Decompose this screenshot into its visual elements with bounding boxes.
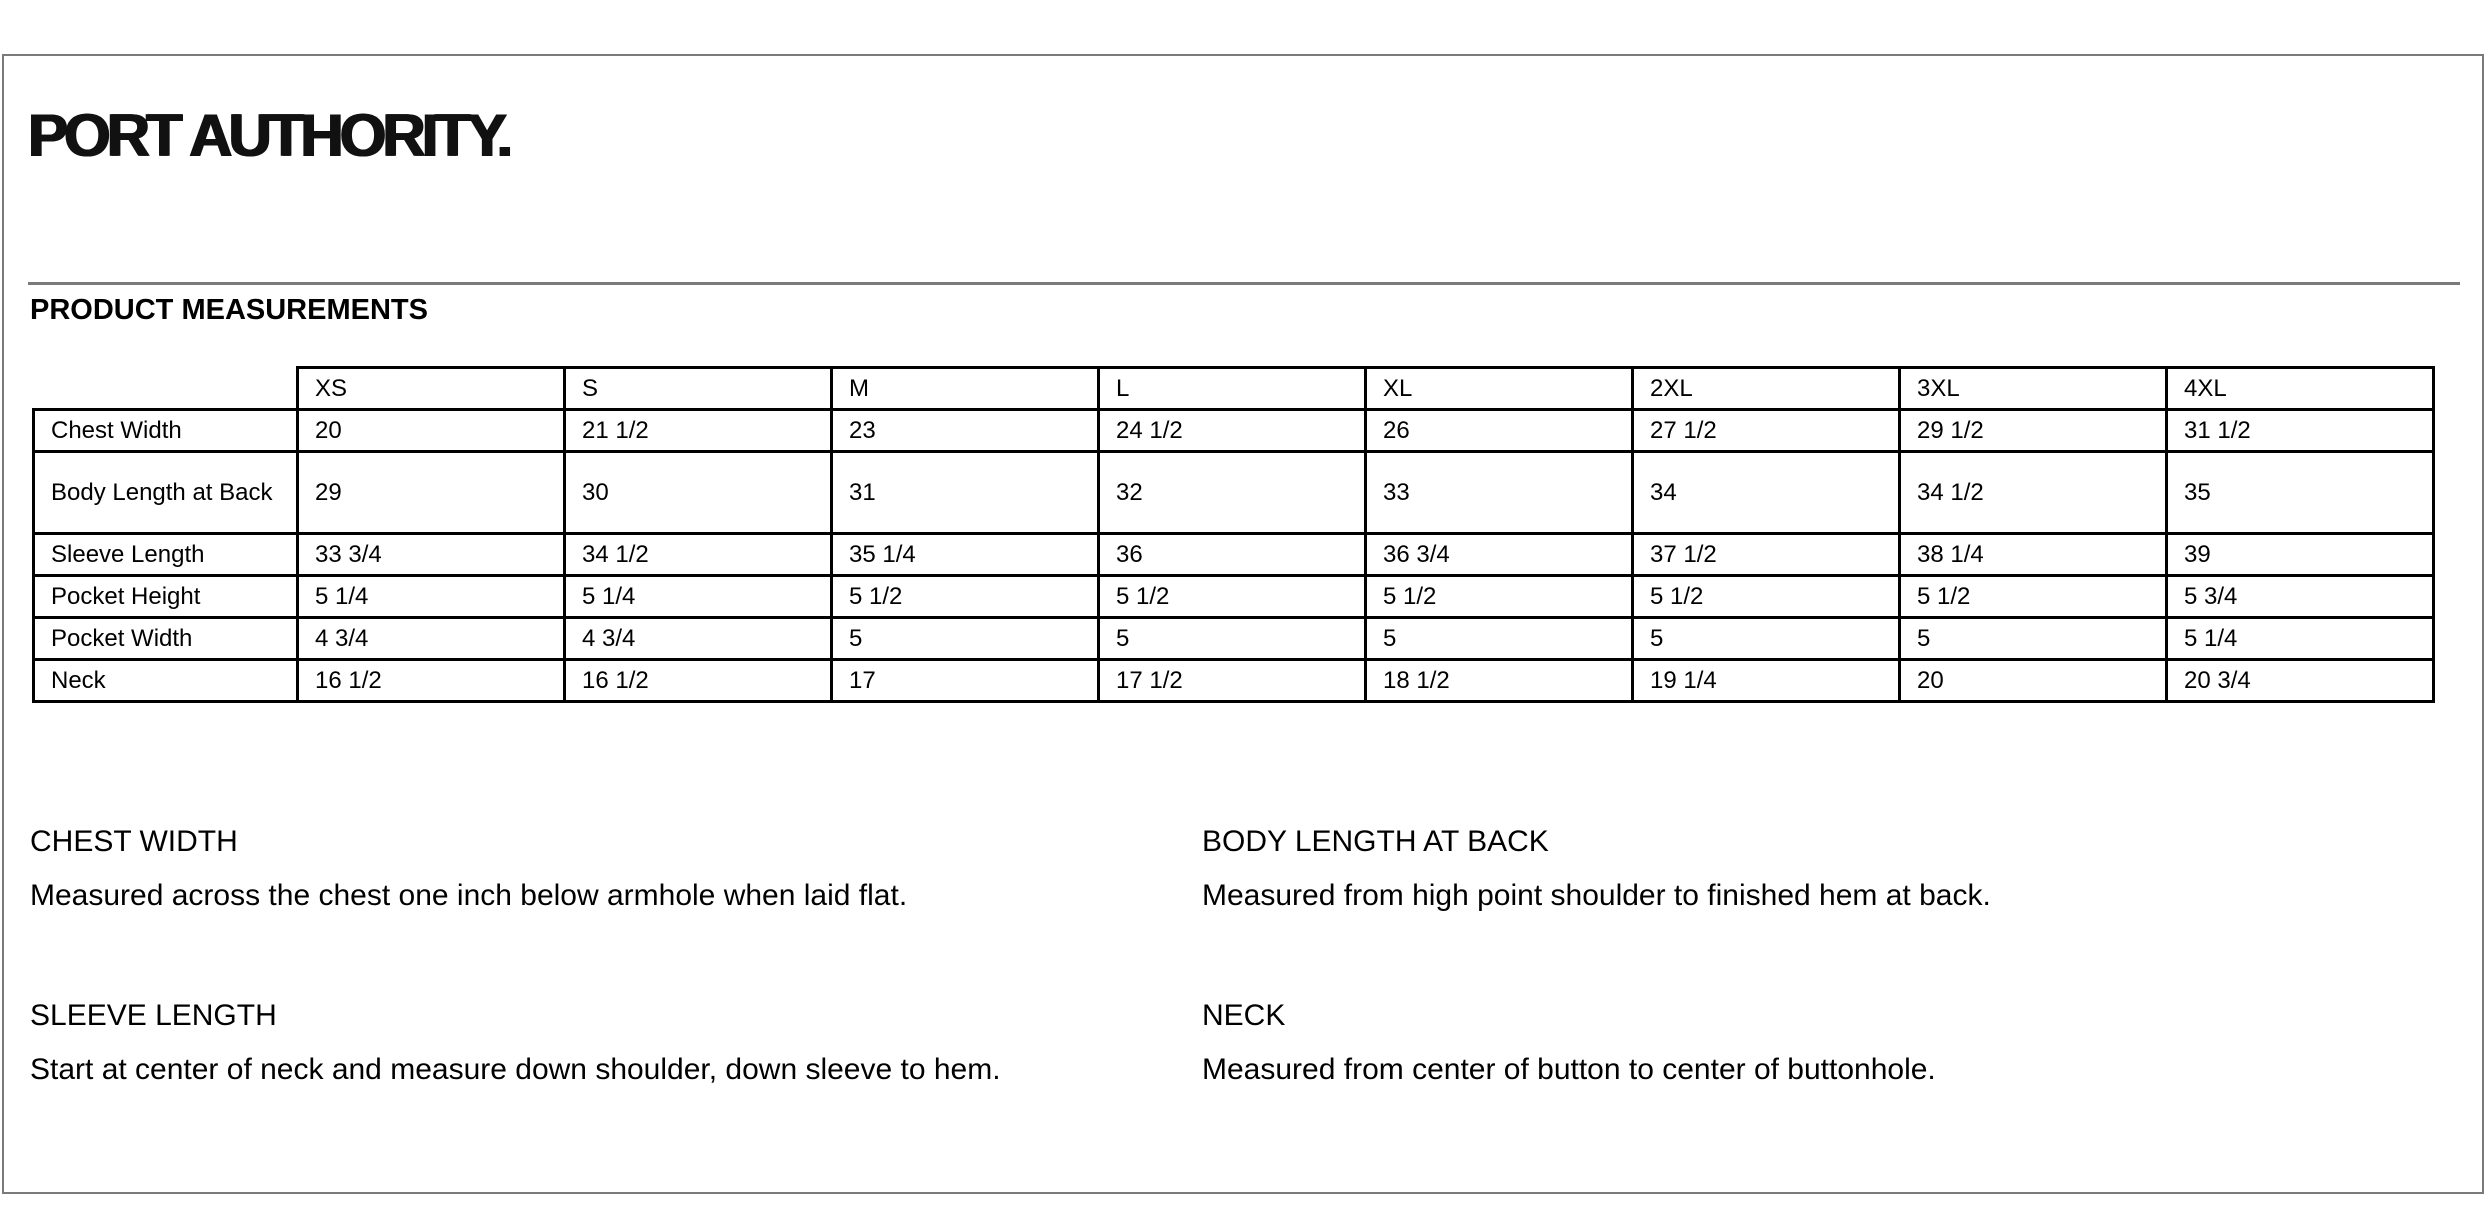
table-row (34, 534, 2434, 576)
table-row (34, 660, 2434, 702)
table-cell: 5 (1633, 618, 1900, 660)
table-cell: 34 1/2 (1900, 452, 2167, 534)
brand-logo: PORT AUTHORITY. (28, 102, 510, 169)
table-cell: 5 (1099, 618, 1366, 660)
table-cell: 23 (832, 410, 1099, 452)
table-cell: 5 1/4 (298, 576, 565, 618)
table-cell: 36 (1099, 534, 1366, 576)
table-row (34, 452, 2434, 534)
table-cell: 5 (832, 618, 1099, 660)
table-cell: 5 1/4 (565, 576, 832, 618)
size-header: XS (298, 368, 565, 410)
table-cell: 20 (298, 410, 565, 452)
measurements-table (32, 366, 2435, 703)
table-cell: 17 (832, 660, 1099, 702)
table-cell: 16 1/2 (565, 660, 832, 702)
table-cell: 34 (1633, 452, 1900, 534)
table-cell: 38 1/4 (1900, 534, 2167, 576)
row-label: Pocket Width (34, 618, 298, 660)
table-cell: 26 (1366, 410, 1633, 452)
table-cell: 36 3/4 (1366, 534, 1633, 576)
table-cell: 33 (1366, 452, 1633, 534)
row-label: Sleeve Length (34, 534, 298, 576)
table-cell: 5 (1900, 618, 2167, 660)
table-cell: 35 (2167, 452, 2434, 534)
table-cell: 5 1/2 (832, 576, 1099, 618)
definition-title: CHEST WIDTH (30, 825, 238, 858)
definition-title: BODY LENGTH AT BACK (1202, 825, 1549, 858)
table-cell: 4 3/4 (298, 618, 565, 660)
table-cell: 27 1/2 (1633, 410, 1900, 452)
definition-body-length (1202, 824, 1991, 914)
size-header: 3XL (1900, 368, 2167, 410)
row-label: Neck (34, 660, 298, 702)
table-cell: 5 1/2 (1633, 576, 1900, 618)
definition-title: NECK (1202, 999, 1286, 1032)
corner-cell (34, 368, 298, 410)
size-header: S (565, 368, 832, 410)
table-cell: 18 1/2 (1366, 660, 1633, 702)
table-cell: 17 1/2 (1099, 660, 1366, 702)
table-cell: 33 3/4 (298, 534, 565, 576)
table-cell: 20 3/4 (2167, 660, 2434, 702)
table-cell: 21 1/2 (565, 410, 832, 452)
table-cell: 29 (298, 452, 565, 534)
table-cell: 31 (832, 452, 1099, 534)
row-label: Body Length at Back (34, 452, 298, 534)
table-cell: 19 1/4 (1633, 660, 1900, 702)
definition-sleeve-length (30, 998, 1001, 1088)
table-cell: 39 (2167, 534, 2434, 576)
definition-neck (1202, 998, 1936, 1088)
section-title: PRODUCT MEASUREMENTS (30, 294, 428, 326)
table-row (34, 410, 2434, 452)
table-cell: 20 (1900, 660, 2167, 702)
table-cell: 5 1/2 (1900, 576, 2167, 618)
definition-chest-width (30, 824, 907, 914)
table-row (34, 618, 2434, 660)
row-label: Chest Width (34, 410, 298, 452)
table-cell: 5 1/4 (2167, 618, 2434, 660)
table-cell: 34 1/2 (565, 534, 832, 576)
definition-text: Measured from center of button to center of buttonhole. (1202, 1053, 1936, 1086)
table-cell: 5 1/2 (1099, 576, 1366, 618)
header-divider (28, 282, 2460, 285)
table-cell: 24 1/2 (1099, 410, 1366, 452)
table-row (34, 576, 2434, 618)
table-cell: 4 3/4 (565, 618, 832, 660)
definition-text: Measured across the chest one inch below armhole when laid flat. (30, 879, 908, 912)
table-cell: 29 1/2 (1900, 410, 2167, 452)
table-cell: 30 (565, 452, 832, 534)
size-header: XL (1366, 368, 1633, 410)
definition-text: Start at center of neck and measure down shoulder, down sleeve to hem. (30, 1053, 1001, 1086)
table-cell: 5 (1366, 618, 1633, 660)
row-label: Pocket Height (34, 576, 298, 618)
table-cell: 37 1/2 (1633, 534, 1900, 576)
size-header: 2XL (1633, 368, 1900, 410)
size-header-row (34, 368, 2434, 410)
size-header: M (832, 368, 1099, 410)
size-header: L (1099, 368, 1366, 410)
definition-text: Measured from high point shoulder to finished hem at back. (1202, 879, 1991, 912)
table-cell: 35 1/4 (832, 534, 1099, 576)
table-cell: 32 (1099, 452, 1366, 534)
table-cell: 16 1/2 (298, 660, 565, 702)
table-cell: 5 1/2 (1366, 576, 1633, 618)
size-header: 4XL (2167, 368, 2434, 410)
table-cell: 5 3/4 (2167, 576, 2434, 618)
table-cell: 31 1/2 (2167, 410, 2434, 452)
definition-title: SLEEVE LENGTH (30, 999, 277, 1032)
